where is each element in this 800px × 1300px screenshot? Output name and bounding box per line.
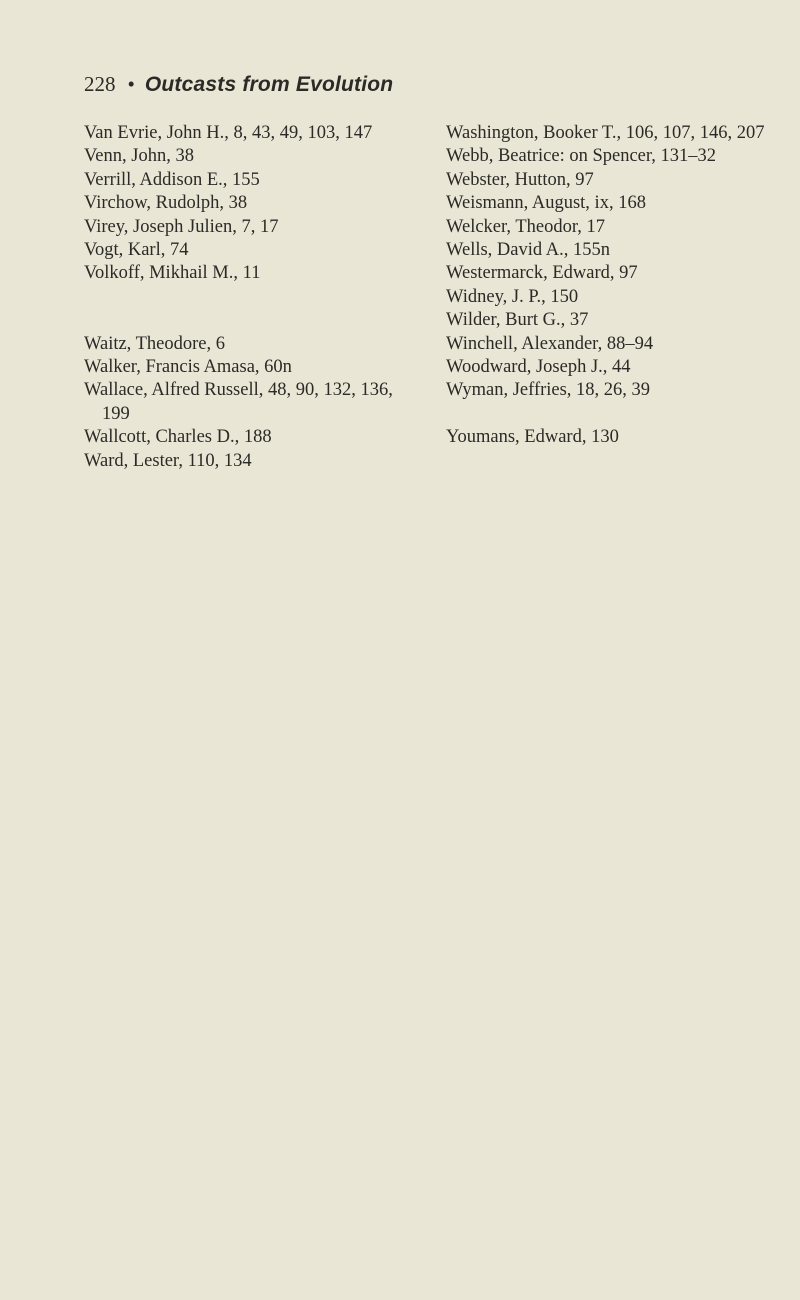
index-group-w xyxy=(84,333,414,473)
index-entry: Westermarck, Edward, 97 xyxy=(446,263,638,284)
index-entry: Walker, Francis Amasa, 60n xyxy=(84,357,292,378)
index-entry: Webb, Beatrice: on Spencer, 131–32 xyxy=(446,146,717,167)
index-entry: Welcker, Theodor, 17 xyxy=(446,216,606,237)
index-group-w-continued xyxy=(446,122,776,403)
index-entry: Washington, Booker T., 106, 107, 146, 207 xyxy=(446,123,765,143)
index-group-y xyxy=(446,426,776,449)
running-header xyxy=(84,72,393,97)
index-entry: Widney, J. P., 150 xyxy=(446,286,579,307)
index-entry: Wilder, Burt G., 37 xyxy=(446,310,589,331)
index-entry: Vogt, Karl, 74 xyxy=(84,240,189,261)
index-entry: Wyman, Jeffries, 18, 26, 39 xyxy=(446,380,651,401)
index-entry: Waitz, Theodore, 6 xyxy=(84,333,225,354)
index-entry: Virey, Joseph Julien, 7, 17 xyxy=(84,216,279,237)
book-title: Outcasts from Evolution xyxy=(144,73,394,96)
index-entry: Wallcott, Charles D., 188 xyxy=(84,427,272,448)
letter-group-gap xyxy=(446,403,776,426)
index-entry: Van Evrie, John H., 8, 43, 49, 103, 147 xyxy=(84,123,373,143)
index-column-left xyxy=(84,122,414,473)
index-entry: Weismann, August, ix, 168 xyxy=(446,193,646,214)
index-entry: Ward, Lester, 110, 134 xyxy=(84,450,252,471)
index-entry: Virchow, Rudolph, 38 xyxy=(84,193,248,214)
index-entry: Webster, Hutton, 97 xyxy=(446,169,594,190)
index-group-v xyxy=(84,122,414,286)
index-entry: Youmans, Edward, 130 xyxy=(446,427,619,448)
page-number: 228 xyxy=(84,72,116,96)
letter-group-gap xyxy=(84,286,414,333)
index-entry: Volkoff, Mikhail M., 11 xyxy=(84,263,261,284)
index-entry: Verrill, Addison E., 155 xyxy=(84,169,260,190)
index-entry: Woodward, Joseph J., 44 xyxy=(446,357,631,378)
header-separator: • xyxy=(127,72,135,96)
index-column-right xyxy=(446,122,776,450)
index-entry: Wallace, Alfred Russell, 48, 90, 132, 136, 199 xyxy=(84,380,393,424)
index-entry: Wells, David A., 155n xyxy=(446,240,610,261)
index-entry: Winchell, Alexander, 88–94 xyxy=(446,333,654,354)
index-entry: Venn, John, 38 xyxy=(84,146,194,167)
